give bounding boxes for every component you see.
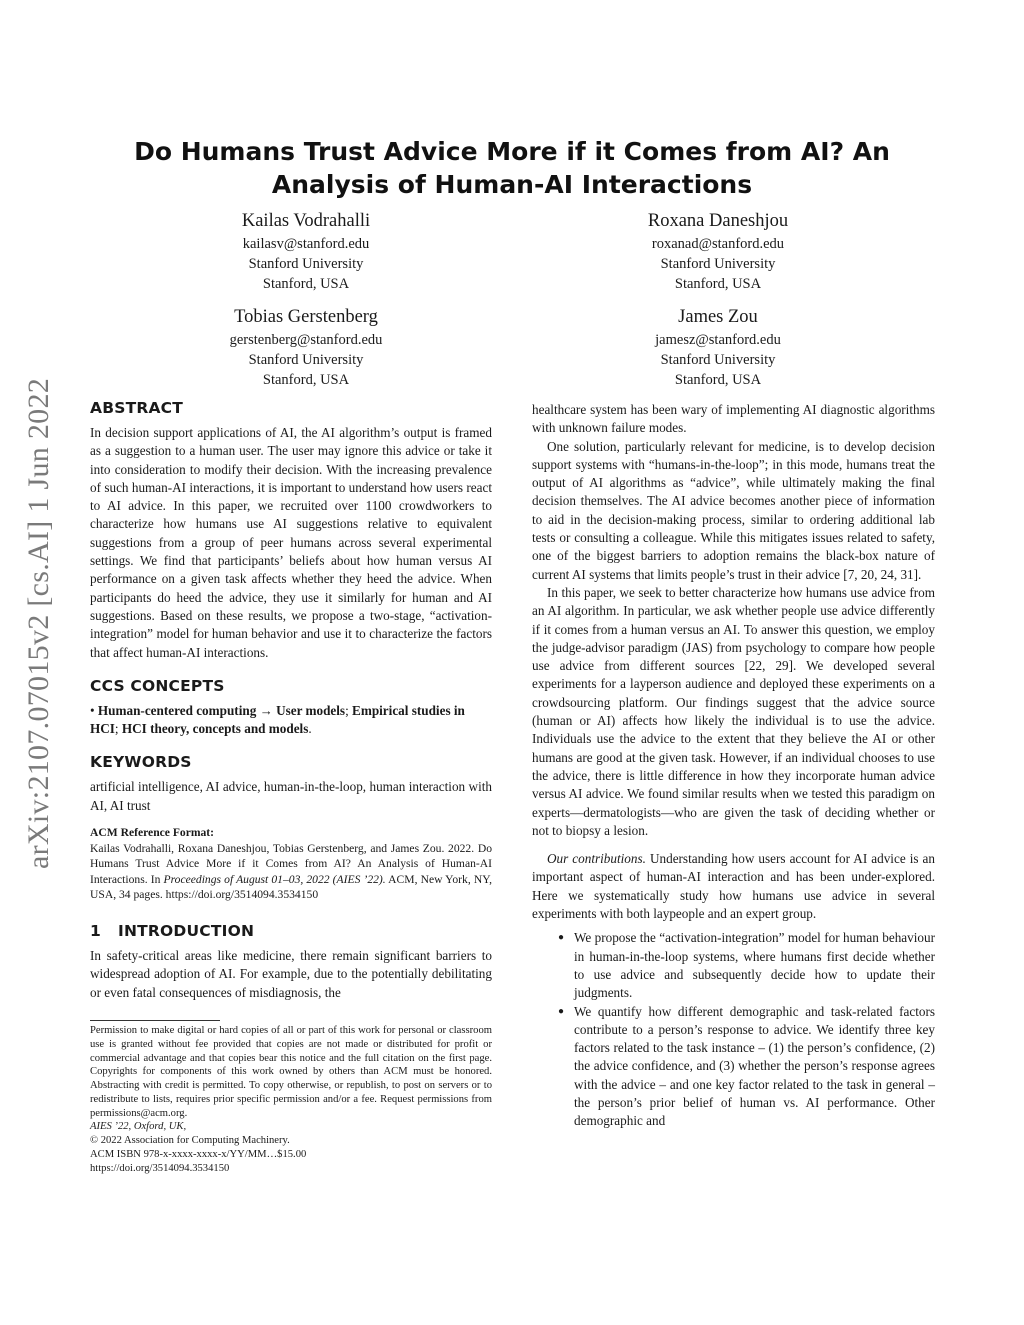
keywords-heading: KEYWORDS xyxy=(90,753,192,772)
author-location: Stanford, USA xyxy=(262,276,350,292)
contributions-list xyxy=(532,929,935,1130)
acm-reference-heading: ACM Reference Format: xyxy=(90,826,215,840)
author-affiliation: Stanford University xyxy=(248,352,364,368)
author-block xyxy=(126,208,486,294)
abstract-heading: ABSTRACT xyxy=(90,399,184,417)
ccs-text: • Human-centered computing → User models; Empirical studies in HCI; HCI theory, concepts and models. xyxy=(90,702,465,737)
author-email: jamesz@stanford.edu xyxy=(655,332,781,348)
author-name: Kailas Vodrahalli xyxy=(241,211,371,231)
left-column xyxy=(90,398,492,1176)
author-location: Stanford, USA xyxy=(262,372,350,388)
author-name: Tobias Gerstenberg xyxy=(234,307,378,327)
author-affiliation: Stanford University xyxy=(660,256,776,272)
author-email: gerstenberg@stanford.edu xyxy=(229,332,383,348)
keywords-text: artificial intelligence, AI advice, human-in-the-loop, human interaction with AI, AI trust xyxy=(90,779,492,813)
acm-reference-text: Kailas Vodrahalli, Roxana Daneshjou, Tobias Gerstenberg, and James Zou. 2022. Do Humans Trust Advice More if it Comes from AI? An Analysis of Human-AI Interactions. In Proceedings of August 01–03, 2022 (AIES ’22). ACM, New York, NY, USA, 34 pages. https://doi.org/3514094.3534150 xyxy=(90,841,492,902)
contributions-paragraph: Our contributions. Understanding how users account for AI advice is an important aspect of human-AI interaction and has been under-explored. Here we systematically study how humans use advice in several experiments with both laypeople and an expert group. xyxy=(532,851,935,922)
footnote-rule xyxy=(90,1020,220,1021)
author-block xyxy=(538,208,898,294)
author-name: Roxana Daneshjou xyxy=(647,211,789,231)
right-column xyxy=(532,401,935,1131)
author-email: kailasv@stanford.edu xyxy=(242,236,370,252)
author-location: Stanford, USA xyxy=(674,276,762,292)
introduction-heading: 1 INTRODUCTION xyxy=(90,922,255,941)
ccs-heading: CCS CONCEPTS xyxy=(90,676,225,695)
author-block xyxy=(126,304,486,390)
author-affiliation: Stanford University xyxy=(660,352,776,368)
footnote-doi: https://doi.org/3514094.3534150 xyxy=(90,1162,230,1174)
body-paragraph: One solution, particularly relevant for medicine, is to develop decision support systems with “humans-in-the-loop”; in this mode, humans treat the output of AI algorithms as “advice”, while ultimately making the final decision themselves. The AI advice becomes another piece of information to aid in the decision-making process, similar to ordering additional lab tests or consulting a colleague. While this mitigates issues related to safety, one of the biggest barriers to adoption remains the black-box nature of current AI systems that limits people’s trust in their advice [7, 20, 24, 31]. xyxy=(532,438,935,582)
list-item: ● We propose the “activation-integration” model for human behaviour in human-in-the-loop systems, where humans first decide whether to use advice and subsequently decide how to update their judgments. xyxy=(574,929,935,1002)
author-affiliation: Stanford University xyxy=(248,256,364,272)
arxiv-identifier: arXiv:2107.07015v2 [cs.AI] 1 Jun 2022 xyxy=(22,378,55,870)
body-paragraph: In this paper, we seek to better characterize how humans use advice from an AI algorithm. In particular, we ask whether people use advice differently if it comes from a human versus an AI. To answer this question, we employ the judge-advisor paradigm (JAS) from psychology to compare how people use advice from different sources [22, 29]. We developed several experiments for a layperson audience and deployed these experiments on a crowdsourcing platform. Our findings suggest that the advice source (human or AI) affects how likely the individual is to use the advice. Individuals use the advice to the extent that they believe the AI or other humans are good at the given task. However, if an individual chooses to use the advice, there is little difference in how they incorporate human advice versus AI advice. We found similar results when we tested this paradigm on experts—dermatologists—who are given the task of deciding whether or not to biopsy a lesion. xyxy=(532,584,935,838)
permission-footnote: Permission to make digital or hard copies of all or part of this work for personal or classroom use is granted without fee provided that copies are not made or distributed for profit or commercial advantage and that copies bear this notice and the full citation on the first page. Copyrights for components of this work owned by others than ACM must be honored. Abstracting with credit is permitted. To copy otherwise, or republish, to post on servers or to redistribute to lists, requires prior specific permission and/or a fee. Request permissions from permissions@acm.org. AIES ’22, Oxford, UK, © 2022 Association for Computing Machinery. ACM ISBN 978-x-xxxx-xxxx-x/YY/MM…$15.00 https://doi.org/3514094.3534150 xyxy=(90,1020,492,1176)
paper-title: Do Humans Trust Advice More if it Comes from AI? An Analysis of Human-AI Interactions xyxy=(134,137,890,199)
author-block xyxy=(538,304,898,390)
author-name: James Zou xyxy=(678,307,758,327)
list-item: ● We quantify how different demographic and task-related factors contribute to a person’s response to advice. We identify three key factors related to the task instance – (1) the person’s confidence, (2) the advice confidence, and (3) whether the person’s response agrees with the advice – and one key factor related to the task in general – the person’s prior belief of human vs. AI performance. Other demographic and xyxy=(574,1003,935,1131)
introduction-paragraph: In safety-critical areas like medicine, there remain significant barriers to widespread adoption of AI. For example, due to the potentially debilitating or even fatal consequences of misdiagnosis, the xyxy=(90,948,492,1000)
author-location: Stanford, USA xyxy=(674,372,762,388)
body-paragraph: healthcare system has been wary of implementing AI diagnostic algorithms with unknown failure modes. xyxy=(532,402,935,436)
abstract-text: In decision support applications of AI, the AI algorithm’s output is framed as a suggestion to a human user. The user may ignore this advice or take it into consideration to modify their decision. With the increasing prevalence of such human-AI interactions, it is important to understand how users react to AI advice. In this paper, we recruited over 1100 crowdworkers to characterize how humans use AI suggestions relative to equivalent suggestions from a group of peer humans across several experimental settings. We find that participants’ beliefs about how human versus AI performance on a given task affects whether they heed the advice. When participants do heed the advice, they use it similarly for human and AI suggestions. Based on these results, we propose a two-stage, “activation-integration” model for human behavior and use it to characterize the factors that affect human-AI interactions. xyxy=(90,425,492,660)
acm-reference xyxy=(90,825,492,903)
author-email: roxanad@stanford.edu xyxy=(651,236,785,252)
